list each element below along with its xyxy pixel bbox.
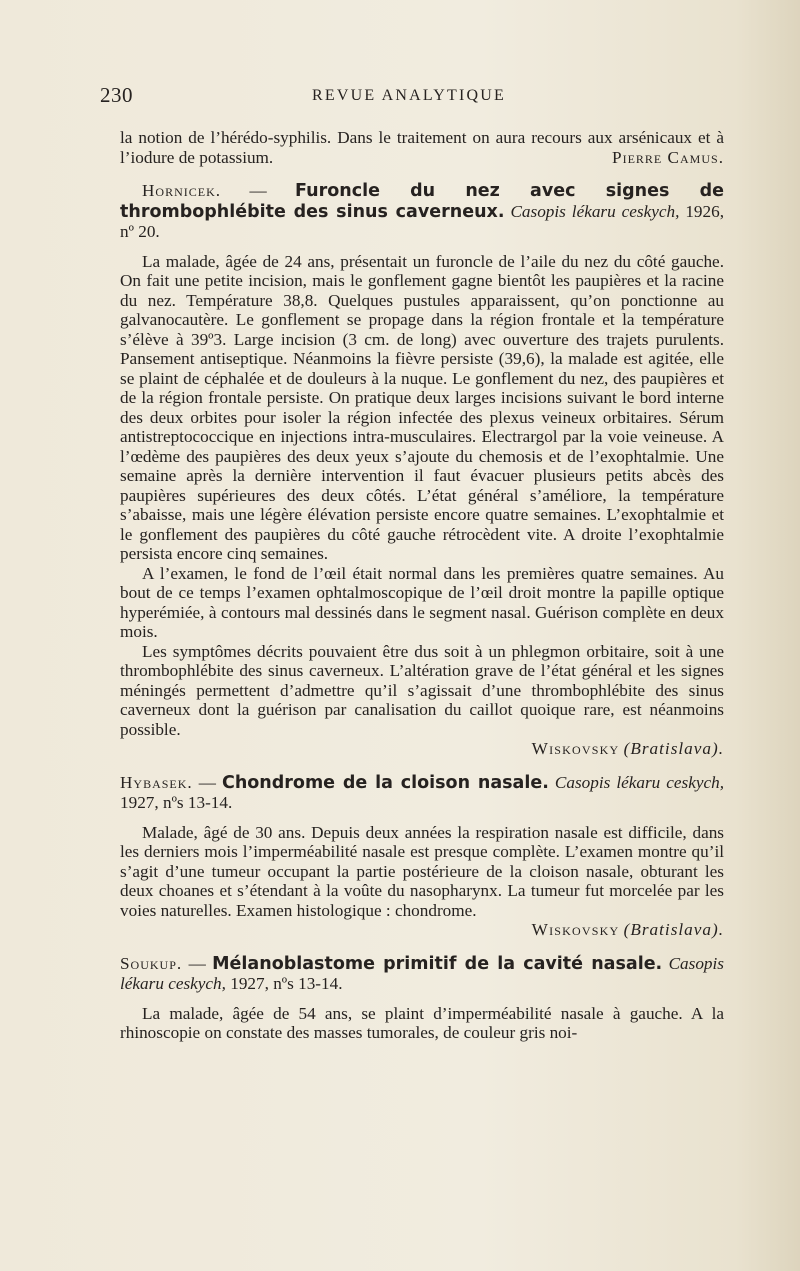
body-text — [120, 128, 724, 1043]
article-1-journal: Casopis lékaru ceskych, — [510, 201, 680, 221]
article-2-title: Chondrome de la cloison nasale. — [221, 772, 549, 793]
article-1-author: Hornicek. — [142, 181, 222, 200]
intro-text: la notion de l’hérédo-syphilis. Dans le traitement on aura recours aux arsénicaux et à l’iodure de potassium. — [120, 128, 724, 167]
article-1-signature-author: Wiskovsky — [531, 739, 620, 758]
article-1-citation: 1926, nº 20. — [120, 201, 725, 241]
article-3-author: Soukup. — [120, 953, 183, 973]
article-3-citation: 1927, nºs 13-14. — [225, 974, 343, 993]
article-2-dash: — — [192, 772, 222, 792]
intro-signature: Pierre Camus. — [612, 147, 724, 167]
article-2-citation: 1927, nºs 13-14. — [120, 793, 233, 812]
article-3-heading — [120, 954, 724, 994]
article-1-dash: — — [221, 181, 296, 200]
article-3-dash: — — [182, 953, 213, 973]
article-2-heading — [120, 773, 724, 813]
article-3-journal: Casopis lékaru ceskych, — [120, 953, 724, 993]
article-1-title: Furoncle du nez avec signes de thrombophlébite des sinus caverneux. — [120, 181, 724, 222]
article-2-signature-author: Wiskovsky — [531, 920, 620, 939]
article-1-signature-place: (Bratislava). — [623, 739, 724, 758]
article-1-signature — [120, 739, 724, 759]
article-1-paragraph: La malade, âgée de 24 ans, présentait un furoncle de l’aile du nez du côté gauche. On fait une petite incision, mais le gonflement gagne bientôt les paupières et la racine du nez. Température 38,8. Quelques pustules apparaissent, qu’on ponctionne au galvanocautère. Le gonflement se propage dans la région frontale et la température s’élève à 39º3. Large incision (3 cm. de long) avec ouverture des trajets purulents. Pansement antiseptique. Néanmoins la fièvre persiste (39,6), la malade est agitée, elle se plaint de céphalée et de douleurs à la nuque. Le gonflement du nez, des paupières et de la région frontale persiste. On pratique deux larges incisions suivant le bord interne des deux orbites pour isoler la région infectée des plexus veineux orbitaires. Sérum antistreptococcique en injections intra-musculaires. Electrargol par la voie veineuse. A l’œdème des paupières des deux yeux s’ajoute du chemosis et de l’exophtalmie. Une semaine après la dernière intervention il faut évacuer plusieurs petits abcès des paupières supérieures des deux côtés. L’état général s’améliore, la température s’abaisse, mais une légère élévation persiste encore quatre semaines. L’exophtalmie et le gonflement des paupières du côté gauche rétrocèdent vite. A droite l’exophtalmie persista encore cinq semaines. — [120, 251, 724, 563]
page-number: 230 — [100, 83, 133, 107]
article-2-paragraph: Malade, âgé de 30 ans. Depuis deux années la respiration nasale est difficile, dans les derniers mois l’imperméabilité nasale est presque complète. L’examen montre qu’il s’agit d’une tumeur occupant la partie postérieure de la cloison nasale, obturant les deux choanes et s’étendant à la voûte du nasopharynx. La tumeur fut morcelée par les voies naturelles. Examen histologique : chondrome. — [120, 822, 724, 920]
article-2-signature-place: (Bratislava). — [623, 920, 724, 939]
article-2-author: Hybasek. — [120, 772, 193, 792]
article-2-signature — [120, 920, 724, 940]
article-1-heading — [120, 181, 724, 242]
page-header — [100, 83, 725, 113]
running-head: REVUE ANALYTIQUE — [312, 87, 507, 104]
article-1-paragraph: Les symptômes décrits pouvaient être dus soit à un phlegmon orbitaire, soit à une thrombophlébite des sinus caverneux. L’altération grave de l’état général et les signes méningés permettent d’admettre qu’il s’agissait d’une thrombophlébite des sinus caverneux dont la guérison par canalisation du caillot quoique rare, est néanmoins possible. — [120, 641, 724, 739]
article-2-journal: Casopis lékaru ceskych, — [554, 772, 725, 792]
article-3-title: Mélanoblastome primitif de la cavité nasale. — [212, 953, 663, 974]
article-3-paragraph: La malade, âgée de 54 ans, se plaint d’imperméabilité nasale à gauche. A la rhinoscopie on constate des masses tumorales, de couleur gris noi- — [120, 1003, 724, 1042]
intro-paragraph — [120, 128, 724, 167]
article-1-paragraph: A l’examen, le fond de l’œil était normal dans les premières quatre semaines. Au bout de ce temps l’examen ophtalmoscopique de l’œil droit montre la papille optique hyperémiée, à contours mal dessinés dans le segment nasal. Guérison complète en deux mois. — [120, 563, 724, 641]
